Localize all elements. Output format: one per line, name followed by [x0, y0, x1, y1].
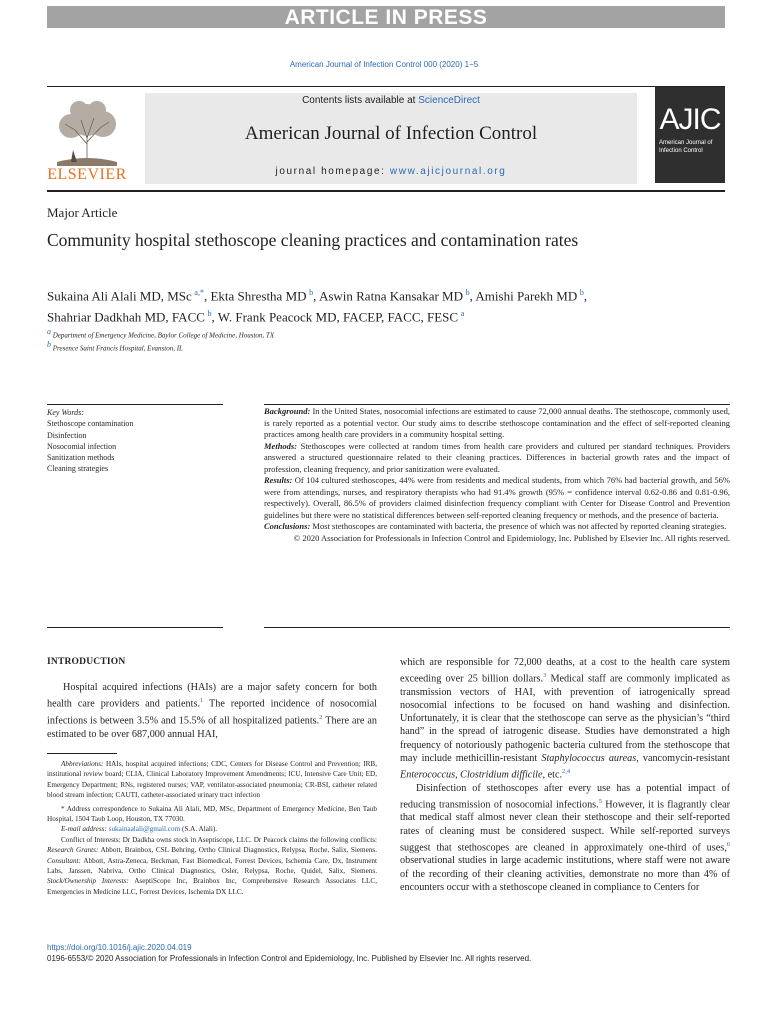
- keyword-item: Disinfection: [47, 430, 87, 440]
- header-bottom-rule: [47, 190, 725, 192]
- conflict-footnote: Conflict of Interests: Dr Dadkha owns stock in Aseptiscope, LLC. Dr Peacock claims the following conflicts: Research Grants: Abbott, Brainbox, CSL Behring, Ortho Clinical Diagnostics, Relypsa, Roche, Salix, Siemens. Consultant: Abbott, Astra-Zeneca, Beckman, Fast Biomedical, Forrest Devices, Ischemia Care, Dx, Instrument Labs, Janssen, Nabriva, Ortho Clinical Diagnostics, Osler, Relypsa, Roche, Quidel, Salix, Siemens. Stock/Ownership Interests: AseptiScope Inc, Brainbox Inc, Comprehensive Research Associates LLC, Emergencies in Medicine LLC, Forrest Devices, Ischemia DX LLC.: [47, 835, 378, 896]
- abstract-top-rule: [264, 404, 730, 405]
- keyword-item: Stethoscope contamination: [47, 419, 134, 429]
- reference-link[interactable]: 2,4: [562, 768, 571, 776]
- abstract-background-label: Background:: [264, 406, 311, 416]
- abbreviations-footnote: Abbreviations: HAIs, hospital acquired infections; CDC, Centers for Disease Control and Prevention; IRB, institutional review board; CLIA, Clinical Laboratory Improvement Amendments; ICU, Intensive Care Unit; ED, Emergency Department; RNs, registered nurses; VAP, ventilator-associated pneumonia; CR-BSI, catheter related blood stream infection; CAUTI, catheter-associated urinary tract infection: [47, 760, 377, 800]
- author-list: Sukaina Ali Alali MD, MSc $^{a,*}$, Ekta Shrestha MD $^b$, Aswin Ratna Kansakar MD $^b$, Amishi Parekh MD $^b$, Shahriar Dadkhah MD, FACC $^b$, W. Frank Peacock MD, FACEP, FACC, FESC $^a$: [47, 288, 588, 325]
- author-affil-sup[interactable]: b: [309, 288, 314, 297]
- sciencedirect-link[interactable]: ScienceDirect: [418, 95, 480, 106]
- homepage-prefix: journal homepage:: [275, 166, 390, 177]
- keywords-bottom-rule: [47, 627, 223, 628]
- author-name: Aswin Ratna Kansakar MD: [318, 288, 463, 304]
- author-name: Amishi Parekh MD: [475, 288, 578, 304]
- abstract-copyright: © 2020 Association for Professionals in Infection Control and Epidemiology, Inc. Published by Elsevier Inc. All rights reserved.: [293, 532, 730, 543]
- author-name: Sukaina Ali Alali MD, MSc: [47, 288, 192, 304]
- article-in-press-banner: ARTICLE IN PRESS: [47, 6, 725, 28]
- affiliation-item: $^a$ Department of Emergency Medicine, Baylor College of Medicine, Houston, TX: [47, 327, 275, 340]
- abstract-conclusions: Most stethoscopes are contaminated with bacteria, the presence of which was not affected by reported cleaning strategies.: [312, 521, 727, 531]
- affiliation-item: $^b$ Presence Saint Francis Hospital, Evanston, IL: [47, 340, 183, 353]
- keyword-item: Cleaning strategies: [47, 464, 109, 474]
- issn-copyright: 0196-6553/© 2020 Association for Professionals in Infection Control and Epidemiology, Inc. Published by Elsevier Inc. All rights reserved.: [47, 954, 532, 963]
- author-affil-sup[interactable]: b: [207, 309, 212, 319]
- keywords-block: [47, 407, 223, 475]
- contents-prefix: Contents lists available at: [302, 95, 419, 106]
- contents-line: [145, 95, 637, 106]
- author-affil-sup[interactable]: a: [460, 309, 465, 319]
- abstract-block: [264, 406, 730, 544]
- author-name: Ekta Shrestha MD: [210, 288, 307, 304]
- author-name: W. Frank Peacock MD, FACEP, FACC, FESC: [217, 309, 459, 325]
- abstract-bottom-rule: [264, 627, 730, 628]
- author-affil-sup[interactable]: b: [579, 288, 584, 297]
- right-column: [400, 656, 730, 894]
- header-top-rule: [47, 86, 725, 87]
- abstract-methods: Stethoscopes were collected at random times from health care providers and cultured per standard techniques. Providers answered a structured questionnaire related to their cleaning practices. Differences in bacterial growth rates and the impact of profession, cleaning frequency, and prior sanitization were evaluated.: [264, 440, 730, 474]
- introduction-heading: INTRODUCTION: [47, 657, 126, 667]
- author-name: Shahriar Dadkhah MD, FACC: [47, 309, 205, 325]
- author-affil-sup[interactable]: a,*: [194, 288, 204, 297]
- reference-link[interactable]: 6: [726, 840, 730, 848]
- abstract-results-label: Results:: [264, 475, 293, 485]
- keywords-top-rule: [47, 404, 223, 405]
- keywords-heading: Key Words:: [47, 408, 84, 417]
- footnotes-block: [47, 759, 377, 897]
- footnote-rule: [47, 753, 117, 754]
- intro-paragraph: Disinfection of stethoscopes after every use has a potential impact of reducing transmission of nosocomial infections.$^5$ However, it is flagrantly clear that medical staff almost never clean their stethoscope and their self-reported rates of cleaning must be considered suspect. While self-reported surveys suggest that stethoscopes are cleaned in approximately one-third of uses,$^6$ observational studies in large academic institutions, where staff were not aware of the recording of their cleaning activities, demonstrate no more than 4% of encounters occur with a stethoscope cleaned in compliance to Centers for: [400, 782, 730, 893]
- abstract-conclusions-label: Conclusions:: [264, 521, 311, 531]
- journal-homepage-line: [145, 166, 637, 177]
- cover-subtitle: American Journal of Infection Control: [659, 140, 713, 154]
- abstract-background: In the United States, nosocomial infections are estimated to cause 72,000 annual deaths. The stethoscope, commonly used, is rarely reported as a potential vector. Our study aims to describe stethoscope contamination and the effect of self-reported cleaning practices among health care providers in a community hospital setting.: [264, 406, 731, 439]
- author-affil-sup[interactable]: b: [465, 288, 470, 297]
- elsevier-wordmark: ELSEVIER: [47, 166, 127, 183]
- reference-link[interactable]: 3: [543, 672, 547, 680]
- email-link[interactable]: sukainaalali@gmail.com: [108, 825, 181, 834]
- reference-link[interactable]: 5: [598, 797, 602, 805]
- correspondence-footnote: * Address correspondence to Sukaina Ali Alali, MD, MSc, Department of Emergency Medicine, Ben Taub Hospital, 1504 Taub Loop, Houston, TX 77030.: [47, 804, 377, 824]
- keyword-item: Nosocomial infection: [47, 441, 117, 451]
- journal-citation[interactable]: American Journal of Infection Control 000 (2020) 1−5: [289, 60, 479, 69]
- article-title: Community hospital stethoscope cleaning practices and contamination rates: [47, 230, 579, 250]
- article-type: Major Article: [47, 205, 118, 220]
- affiliations: [47, 327, 274, 354]
- keyword-item: Sanitization methods: [47, 453, 115, 463]
- journal-cover-thumbnail: [655, 87, 725, 183]
- intro-paragraph: Hospital acquired infections (HAIs) are a major safety concern for both health care providers and patients.$^1$ The reported incidence of nosocomial infections is between 3.5% and 15.5% of all hospitalized patients.$^2$ There are an estimated to be over 687,000 annual HAI,: [47, 682, 378, 740]
- homepage-link[interactable]: www.ajicjournal.org: [389, 166, 507, 177]
- intro-paragraph: which are responsible for 72,000 deaths, at a cost to the health care system exceeding over 25 billion dollars.$^3$ Medical staff are commonly implicated as transmission vectors of HAI, with prevention of iatrogenically spread nosocomial infections to be focused on hand washing and disinfection. Unfortunately, it is clear that the stethoscope can serve as the physician’s “third hand” in the spread of iatrogenic disease. Studies have demonstrated a high frequency of notoriously pathogenic bacteria cultured from the stethoscope that may include methicillin-resistant Staphylococcus aureas, vancomycin-resistant Enterococcus, Clostridium difficile, etc.$^{2,4}$: [400, 657, 730, 781]
- reference-link[interactable]: 1: [200, 697, 204, 705]
- abstract-results: Of 104 cultured stethoscopes, 44% were from residents and medical students, from which 76% had bacterial growth, and 56% were from attendings, nurses, and respiratory therapists who had 91.4% growth (95% = confidence interval 0.62-0.86 and 0.81-0.96, respectively). Overall, 86.5% of providers claimed disinfection frequency compliant with Center for Disease Control and Prevention guidelines but there were no statistical differences between self-reported cleaning frequency or methods, and the presence of bacteria.: [264, 475, 730, 520]
- cover-title: AJIC: [659, 103, 721, 136]
- journal-title: American Journal of Infection Control: [244, 123, 538, 144]
- left-column: [47, 656, 377, 741]
- email-footnote: E-mail address: sukainaalali@gmail.com (S.A. Alali).: [61, 825, 218, 834]
- doi-link[interactable]: https://doi.org/10.1016/j.ajic.2020.04.019: [47, 943, 192, 952]
- abstract-methods-label: Methods:: [264, 440, 298, 451]
- reference-link[interactable]: 2: [319, 714, 323, 721]
